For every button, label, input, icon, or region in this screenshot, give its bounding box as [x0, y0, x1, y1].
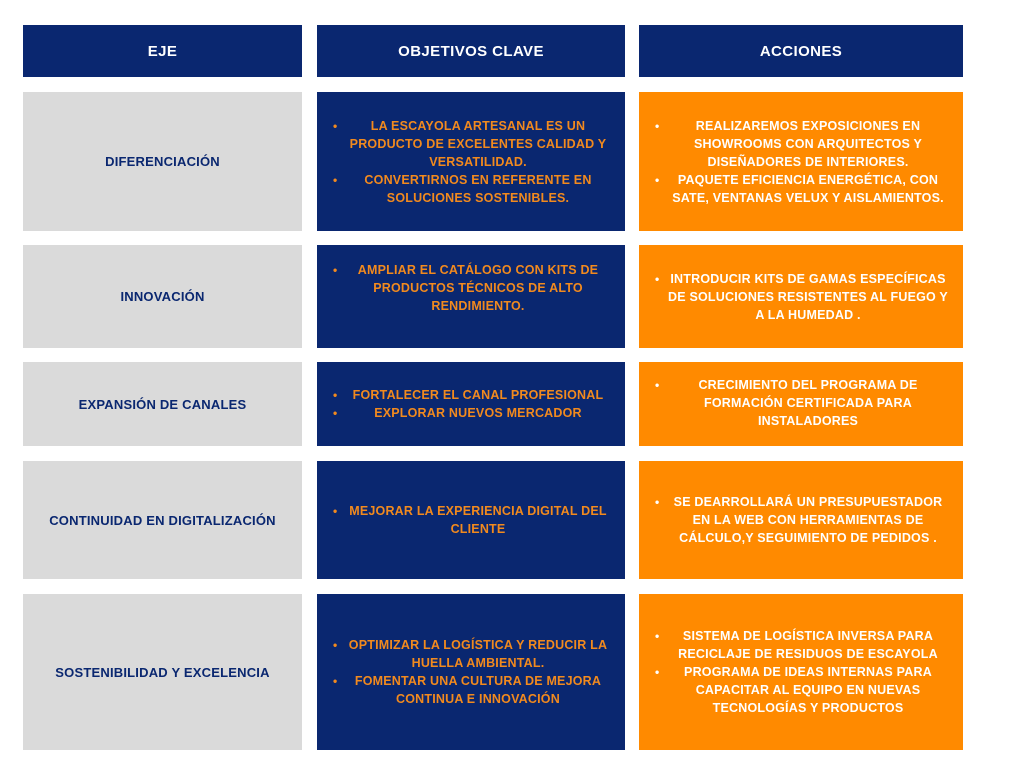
acciones-list	[651, 627, 951, 717]
bullet-icon: •	[655, 665, 660, 679]
header-objetivos	[317, 25, 625, 77]
row-eje-cell	[23, 461, 302, 579]
list-item	[329, 636, 613, 672]
objetivos-list	[329, 117, 613, 207]
row-objetivos-cell	[317, 245, 625, 348]
list-item-text: AMPLIAR EL CATÁLOGO CON KITS DE PRODUCTOS TÉCNICOS DE ALTO RENDIMIENTO.	[357, 263, 599, 313]
objetivos-list	[329, 386, 613, 422]
row-acciones-cell	[639, 594, 963, 750]
bullet-icon: •	[333, 504, 338, 518]
list-item	[651, 117, 951, 171]
header-acciones-label: ACCIONES	[759, 42, 843, 60]
list-item-text: INTRODUCIR KITS DE GAMAS ESPECÍFICAS DE SOLUCIONES RESISTENTES AL FUEGO Y A LA HUMEDAD .	[668, 271, 948, 322]
bullet-icon: •	[655, 378, 660, 392]
acciones-list	[651, 270, 951, 324]
list-item-text: PROGRAMA DE IDEAS INTERNAS PARA CAPACITAR AL EQUIPO EN NUEVAS TECNOLOGÍAS Y PRODUCTOS	[684, 665, 932, 715]
list-item-text: OPTIMIZAR LA LOGÍSTICA Y REDUCIR LA HUELLA AMBIENTAL.	[348, 638, 608, 670]
row-eje-cell	[23, 92, 302, 231]
list-item-text: CONVERTIRNOS EN REFERENTE EN SOLUCIONES SOSTENIBLES.	[364, 172, 592, 205]
list-item	[651, 376, 951, 430]
list-item-text: SE DEARROLLARÁ UN PRESUPUESTADOR EN LA WEB CON HERRAMIENTAS DE CÁLCULO,Y SEGUIMIENTO DE PEDIDOS .	[673, 495, 943, 545]
bullet-icon: •	[333, 674, 338, 688]
list-item	[651, 171, 951, 207]
bullet-icon: •	[333, 172, 338, 187]
acciones-list	[651, 493, 951, 547]
acciones-list	[651, 117, 951, 207]
acciones-list	[651, 376, 951, 430]
bullet-icon: •	[333, 118, 338, 133]
bullet-icon: •	[333, 406, 338, 420]
row-acciones-cell	[639, 461, 963, 579]
bullet-icon: •	[333, 638, 338, 652]
header-eje-label: EJE	[147, 42, 178, 60]
bullet-icon: •	[655, 495, 660, 509]
bullet-icon: •	[333, 388, 338, 402]
row-objetivos-cell	[317, 461, 625, 579]
list-item-text: PAQUETE EFICIENCIA ENERGÉTICA, CON SATE, VENTANAS VELUX Y AISLAMIENTOS.	[672, 172, 944, 205]
list-item-text: FOMENTAR UNA CULTURA DE MEJORA CONTINUA E INNOVACIÓN	[354, 674, 602, 706]
row-eje-label: SOSTENIBILIDAD Y EXCELENCIA	[55, 664, 270, 680]
objetivos-list	[329, 261, 613, 315]
row-eje-cell	[23, 245, 302, 348]
list-item	[329, 171, 613, 207]
list-item	[651, 627, 951, 663]
list-item	[651, 663, 951, 717]
header-objetivos-label: OBJETIVOS CLAVE	[398, 42, 544, 60]
row-objetivos-cell	[317, 594, 625, 750]
row-eje-label: CONTINUIDAD EN DIGITALIZACIÓN	[49, 512, 276, 528]
row-acciones-cell	[639, 245, 963, 348]
list-item	[329, 672, 613, 708]
list-item-text: SISTEMA DE LOGÍSTICA INVERSA PARA RECICLAJE DE RESIDUOS DE ESCAYOLA	[678, 629, 938, 661]
row-eje-cell	[23, 362, 302, 446]
list-item-text: FORTALECER EL CANAL PROFESIONAL	[352, 388, 604, 402]
list-item-text: LA ESCAYOLA ARTESANAL ES UN PRODUCTO DE EXCELENTES CALIDAD Y VERSATILIDAD.	[349, 118, 607, 169]
bullet-icon: •	[655, 271, 660, 286]
row-acciones-cell	[639, 92, 963, 231]
list-item	[329, 404, 613, 422]
bullet-icon: •	[655, 172, 660, 187]
bullet-icon: •	[655, 629, 660, 643]
row-eje-cell	[23, 594, 302, 750]
objetivos-list	[329, 502, 613, 538]
header-eje	[23, 25, 302, 77]
bullet-icon: •	[333, 263, 338, 277]
row-eje-label: DIFERENCIACIÓN	[105, 154, 220, 169]
list-item	[329, 386, 613, 404]
objetivos-list	[329, 636, 613, 708]
row-eje-label: INNOVACIÓN	[120, 289, 205, 304]
bullet-icon: •	[655, 118, 660, 133]
row-objetivos-cell	[317, 92, 625, 231]
list-item-text: MEJORAR LA EXPERIENCIA DIGITAL DEL CLIENTE	[349, 504, 607, 536]
list-item	[329, 261, 613, 315]
row-objetivos-cell	[317, 362, 625, 446]
row-eje-label: EXPANSIÓN DE CANALES	[78, 396, 247, 412]
header-acciones	[639, 25, 963, 77]
list-item	[651, 270, 951, 324]
list-item	[329, 502, 613, 538]
list-item	[651, 493, 951, 547]
row-acciones-cell	[639, 362, 963, 446]
list-item-text: CRECIMIENTO DEL PROGRAMA DE FORMACIÓN CERTIFICADA PARA INSTALADORES	[698, 378, 918, 428]
list-item-text: EXPLORAR NUEVOS MERCADOR	[374, 406, 582, 420]
list-item	[329, 117, 613, 171]
list-item-text: REALIZAREMOS EXPOSICIONES EN SHOWROOMS CON ARQUITECTOS Y DISEÑADORES DE INTERIORES.	[693, 118, 923, 169]
